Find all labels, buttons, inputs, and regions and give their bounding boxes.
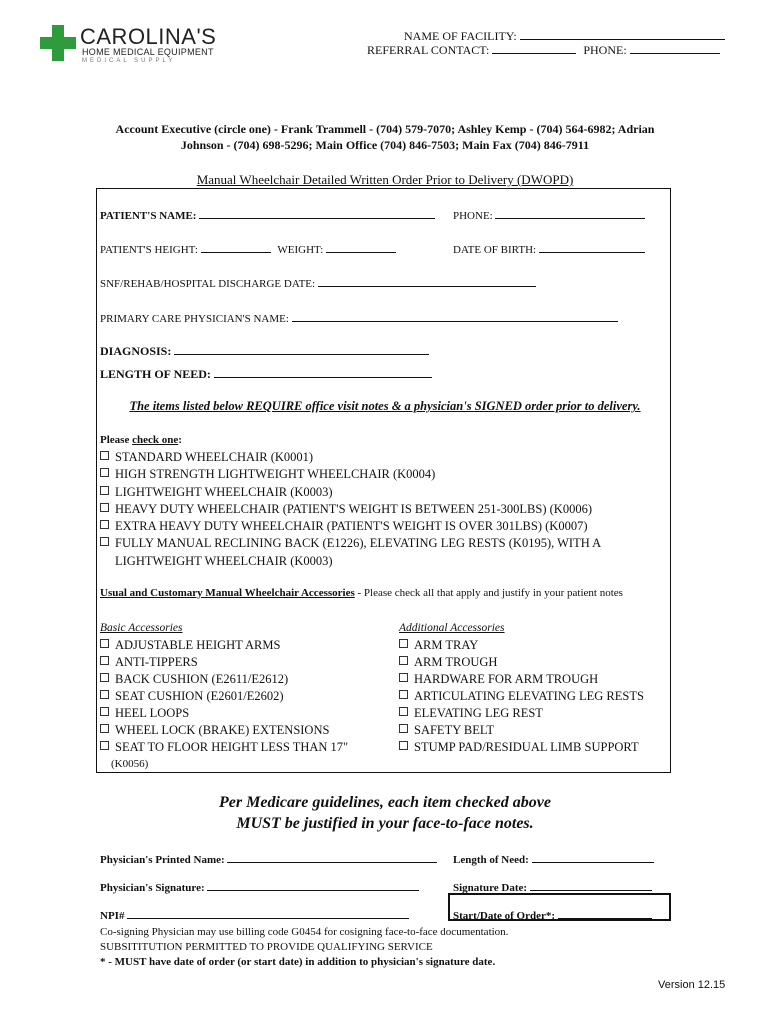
cross-icon	[40, 25, 76, 61]
option-row[interactable]	[100, 535, 601, 552]
checkbox[interactable]	[399, 639, 408, 648]
accessory-label: ARTICULATING ELEVATING LEG RESTS	[414, 689, 644, 703]
accessory-row[interactable]	[100, 722, 348, 739]
accessory-label: ARM TRAY	[414, 638, 479, 652]
option-label: STANDARD WHEELCHAIR (K0001)	[115, 450, 314, 464]
checkbox[interactable]	[100, 639, 109, 648]
checkbox[interactable]	[100, 486, 109, 495]
form-title: Manual Wheelchair Detailed Written Order Prior to Delivery (DWOPD)	[196, 172, 574, 187]
option-row[interactable]	[100, 501, 601, 518]
checkbox[interactable]	[399, 741, 408, 750]
start-date-row	[453, 907, 652, 922]
accessory-row[interactable]	[399, 654, 644, 671]
facility-label: NAME OF FACILITY:	[404, 29, 517, 43]
patient-name-label: PATIENT'S NAME:	[100, 210, 197, 222]
accessory-label: HARDWARE FOR ARM TROUGH	[414, 672, 599, 686]
accessory-label: SEAT CUSHION (E2601/E2602)	[115, 689, 284, 703]
accessory-row[interactable]	[100, 739, 348, 756]
accessories-instruction: - Please check all that apply and justify in your patient notes	[354, 587, 623, 599]
accessory-label: STUMP PAD/RESIDUAL LIMB SUPPORT	[414, 740, 639, 754]
length-of-need-row	[100, 366, 432, 382]
substitution-note: SUBSITITUTION PERMITTED TO PROVIDE QUALIFYING SERVICE	[100, 941, 433, 953]
signature-date-row	[453, 879, 652, 894]
accessories-heading-row	[100, 587, 623, 599]
facility-field[interactable]	[520, 28, 725, 40]
logo-name: CAROLINA'S	[80, 24, 217, 49]
account-exec-line1: Account Executive (circle one) - Frank Trammell - (704) 579-7070; Ashley Kemp - (704) 564-6982; Adrian	[115, 122, 655, 136]
accessory-label: ARM TROUGH	[414, 655, 498, 669]
checkbox[interactable]	[399, 707, 408, 716]
accessory-label: ADJUSTABLE HEIGHT ARMS	[115, 638, 281, 652]
referral-field[interactable]	[492, 42, 576, 54]
phone-row	[453, 207, 645, 222]
cosign-note: Co-signing Physician may use billing code G0454 for cosigning face-to-face documentation.	[100, 926, 509, 938]
check-one-label	[100, 434, 182, 446]
diagnosis-row	[100, 343, 429, 359]
signature-field[interactable]	[207, 879, 419, 891]
accessory-label: WHEEL LOCK (BRAKE) EXTENSIONS	[115, 723, 330, 737]
signature-label: Physician's Signature:	[100, 882, 205, 894]
accessory-row[interactable]	[100, 637, 348, 654]
accessory-row[interactable]	[399, 739, 644, 756]
option-label: FULLY MANUAL RECLINING BACK (E1226), ELEVATING LEG RESTS (K0195), WITH A	[115, 536, 602, 551]
signature-date-field[interactable]	[530, 879, 652, 891]
accessory-label: ELEVATING LEG REST	[414, 706, 543, 720]
start-date-label: Start/Date of Order*:	[453, 910, 556, 922]
referral-row	[367, 42, 720, 58]
accessory-row[interactable]	[100, 688, 348, 705]
accessory-label: HEEL LOOPS	[115, 706, 190, 720]
option-label: HIGH STRENGTH LIGHTWEIGHT WHEELCHAIR (K0004)	[115, 467, 436, 482]
accessory-label: SEAT TO FLOOR HEIGHT LESS THAN 17"	[115, 740, 349, 754]
accessory-label: ANTI-TIPPERS	[115, 655, 198, 669]
option-label: HEAVY DUTY WHEELCHAIR (PATIENT'S WEIGHT IS BETWEEN 251-300LBS) (K0006)	[115, 501, 592, 516]
basic-accessories-heading: Basic Accessories	[100, 622, 183, 634]
sig-length-label: Length of Need:	[453, 854, 529, 866]
medicare-guidelines	[0, 792, 770, 834]
length-of-need-label: LENGTH OF NEED:	[100, 367, 211, 381]
option-label: LIGHTWEIGHT WHEELCHAIR (K0003)	[115, 484, 333, 499]
accessory-row[interactable]	[399, 671, 644, 688]
signature-date-label: Signature Date:	[453, 882, 528, 894]
accessories-heading: Usual and Customary Manual Wheelchair Accessories	[100, 587, 355, 599]
weight-field[interactable]	[326, 241, 396, 253]
dob-label: DATE OF BIRTH:	[453, 244, 537, 256]
checkbox[interactable]	[399, 656, 408, 665]
checkbox[interactable]	[100, 468, 109, 477]
account-exec-line2: Johnson - (704) 698-5296; Main Office (704) 846-7503; Main Fax (704) 846-7911	[180, 138, 590, 152]
accessory-row[interactable]	[399, 722, 644, 739]
option-row[interactable]	[100, 484, 601, 501]
checkbox[interactable]	[100, 673, 109, 682]
npi-field[interactable]	[127, 907, 409, 919]
accessory-row[interactable]	[399, 705, 644, 722]
length-of-need-field[interactable]	[214, 366, 432, 378]
wheelchair-options	[100, 449, 601, 570]
dob-field[interactable]	[539, 241, 645, 253]
must-note: * - MUST have date of order (or start date) in addition to physician's signature date.	[100, 956, 496, 968]
accessory-label: BACK CUSHION (E2611/E2612)	[115, 672, 289, 686]
account-executive	[0, 121, 770, 153]
accessory-label: SAFETY BELT	[414, 723, 494, 737]
checkbox[interactable]	[100, 690, 109, 699]
checkbox[interactable]	[399, 690, 408, 699]
height-field[interactable]	[201, 241, 271, 253]
accessory-row[interactable]	[399, 688, 644, 705]
diagnosis-label: DIAGNOSIS:	[100, 344, 172, 358]
npi-row	[100, 907, 409, 922]
option-row[interactable]	[100, 449, 601, 466]
additional-accessories-heading: Additional Accessories	[399, 622, 505, 634]
accessory-row[interactable]	[100, 671, 348, 688]
sig-length-row	[453, 851, 654, 866]
version-label: Version 12.15	[658, 979, 726, 991]
printed-name-label: Physician's Printed Name:	[100, 854, 225, 866]
option-continuation: LIGHTWEIGHT WHEELCHAIR (K0003)	[115, 553, 333, 568]
npi-label: NPI#	[100, 910, 125, 922]
accessory-row[interactable]	[100, 705, 348, 722]
accessory-row[interactable]	[399, 637, 644, 654]
height-label: PATIENT'S HEIGHT:	[100, 244, 198, 256]
pcp-field[interactable]	[292, 310, 618, 322]
pcp-label: PRIMARY CARE PHYSICIAN'S NAME:	[100, 313, 289, 325]
checkbox[interactable]	[100, 707, 109, 716]
discharge-row	[100, 275, 536, 290]
patient-name-field[interactable]	[199, 207, 435, 219]
accessory-continuation: (K0056)	[111, 758, 149, 770]
referral-label: REFERRAL CONTACT:	[367, 43, 490, 57]
basic-accessories	[100, 637, 348, 773]
option-row[interactable]	[100, 466, 601, 483]
logo-tagline: MEDICAL SUPPLY	[82, 58, 176, 64]
option-label: EXTRA HEAVY DUTY WHEELCHAIR (PATIENT'S WEIGHT IS OVER 301LBS) (K0007)	[115, 519, 588, 534]
checkbox[interactable]	[399, 724, 408, 733]
check-one-prefix: Please	[100, 434, 133, 446]
checkbox[interactable]	[100, 451, 109, 460]
height-row	[100, 241, 396, 256]
patient-name-row	[100, 207, 435, 222]
additional-accessories	[399, 637, 644, 756]
discharge-field[interactable]	[318, 275, 536, 287]
option-row[interactable]	[100, 518, 601, 535]
logo-subtitle: HOME MEDICAL EQUIPMENT	[82, 47, 214, 57]
discharge-label: SNF/REHAB/HOSPITAL DISCHARGE DATE:	[100, 278, 316, 290]
printed-name-field[interactable]	[227, 851, 437, 863]
checkbox[interactable]	[100, 537, 109, 546]
printed-name-row	[100, 851, 437, 866]
sig-length-field[interactable]	[532, 851, 654, 863]
signature-row	[100, 879, 419, 894]
guidelines-line2: MUST be justified in your face-to-face notes.	[236, 815, 534, 832]
checkbox[interactable]	[399, 673, 408, 682]
weight-label: WEIGHT:	[277, 244, 324, 256]
check-one-suffix: :	[178, 434, 182, 446]
guidelines-line1: Per Medicare guidelines, each item checked above	[219, 794, 551, 811]
phone-field[interactable]	[495, 207, 645, 219]
items-notice: The items listed below REQUIRE office visit notes & a physician's SIGNED order prior to delivery.	[129, 399, 641, 413]
checkbox[interactable]	[100, 724, 109, 733]
checkbox[interactable]	[100, 520, 109, 529]
checkbox[interactable]	[100, 741, 109, 750]
accessory-row[interactable]	[100, 654, 348, 671]
diagnosis-field[interactable]	[174, 343, 429, 355]
start-date-field[interactable]	[558, 907, 652, 919]
checkbox[interactable]	[100, 656, 109, 665]
header-phone-field[interactable]	[630, 42, 720, 54]
check-one-emph: check one	[132, 434, 179, 446]
pcp-row	[100, 310, 618, 325]
checkbox[interactable]	[100, 503, 109, 512]
header-phone-label: PHONE:	[583, 43, 627, 57]
phone-label: PHONE:	[453, 210, 493, 222]
dob-row	[453, 241, 645, 256]
